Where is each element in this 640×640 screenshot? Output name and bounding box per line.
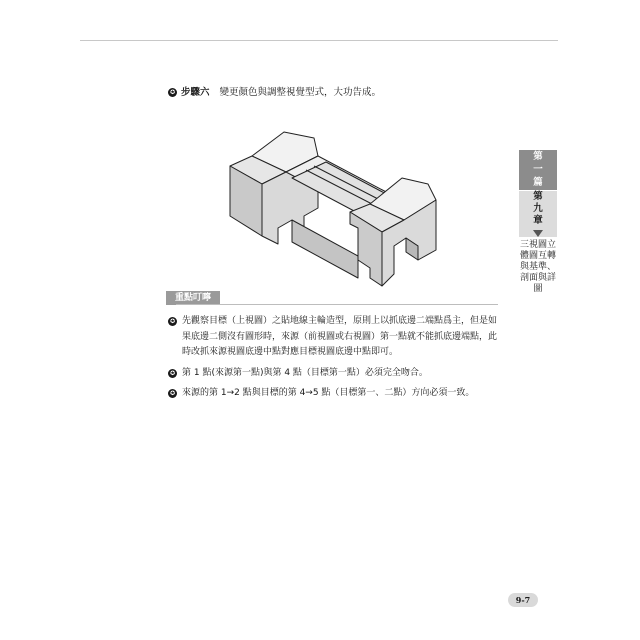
top-rule — [80, 40, 558, 41]
list-item — [168, 366, 503, 382]
channel-front-wall — [292, 220, 358, 278]
page-number: 9-7 — [508, 593, 538, 607]
part-tab — [519, 150, 557, 190]
bullet-icon: ✪ — [169, 369, 176, 377]
chapter-tab-char: 九 — [533, 203, 543, 214]
bullet-icon: ✪ — [169, 390, 176, 397]
chapter-tab-char: 章 — [533, 215, 543, 226]
tip-rule — [176, 304, 498, 305]
list-item-text: 先觀察目標（上視圖）之貼地線主輪造型，原則上以抓底邊二端點爲主，但是如果底邊二側沒有圖形時，來源（前視圖或右視圖）第一點就不能抓底邊端點，此時改抓來源視圖底邊中點對應目標視圖底邊中點即可。 — [182, 316, 498, 357]
bullet-icon: ✪ — [169, 318, 176, 325]
part-tab-char: 第 — [533, 151, 543, 162]
isometric-model-figure — [222, 108, 470, 298]
step-bullet-icon: ✪ — [169, 89, 176, 96]
tip-list — [168, 314, 503, 407]
step-label: 步驟六 — [181, 87, 210, 98]
list-item-text: 第 1 點(來源第一點)與第 4 點（目標第一點）必須完全吻合。 — [182, 367, 428, 378]
step-heading — [168, 84, 381, 98]
chapter-tab-char: 第 — [533, 191, 543, 202]
list-item — [168, 386, 503, 402]
tip-tag: 重點叮嚀 — [166, 291, 220, 305]
step-text: 變更顏色與調整視覺型式，大功告成。 — [219, 87, 382, 98]
part-tab-char: 一 — [533, 164, 543, 175]
chapter-title: 三視圖立體圖互轉與基準、剖面與詳圖 — [519, 240, 556, 294]
chapter-arrow-icon — [533, 230, 543, 237]
list-item-text: 來源的第 1→2 點與目標的第 4→5 點（目標第一、二點）方向必須一致。 — [182, 388, 475, 398]
part-tab-char: 篇 — [533, 177, 543, 188]
list-item — [168, 314, 503, 361]
